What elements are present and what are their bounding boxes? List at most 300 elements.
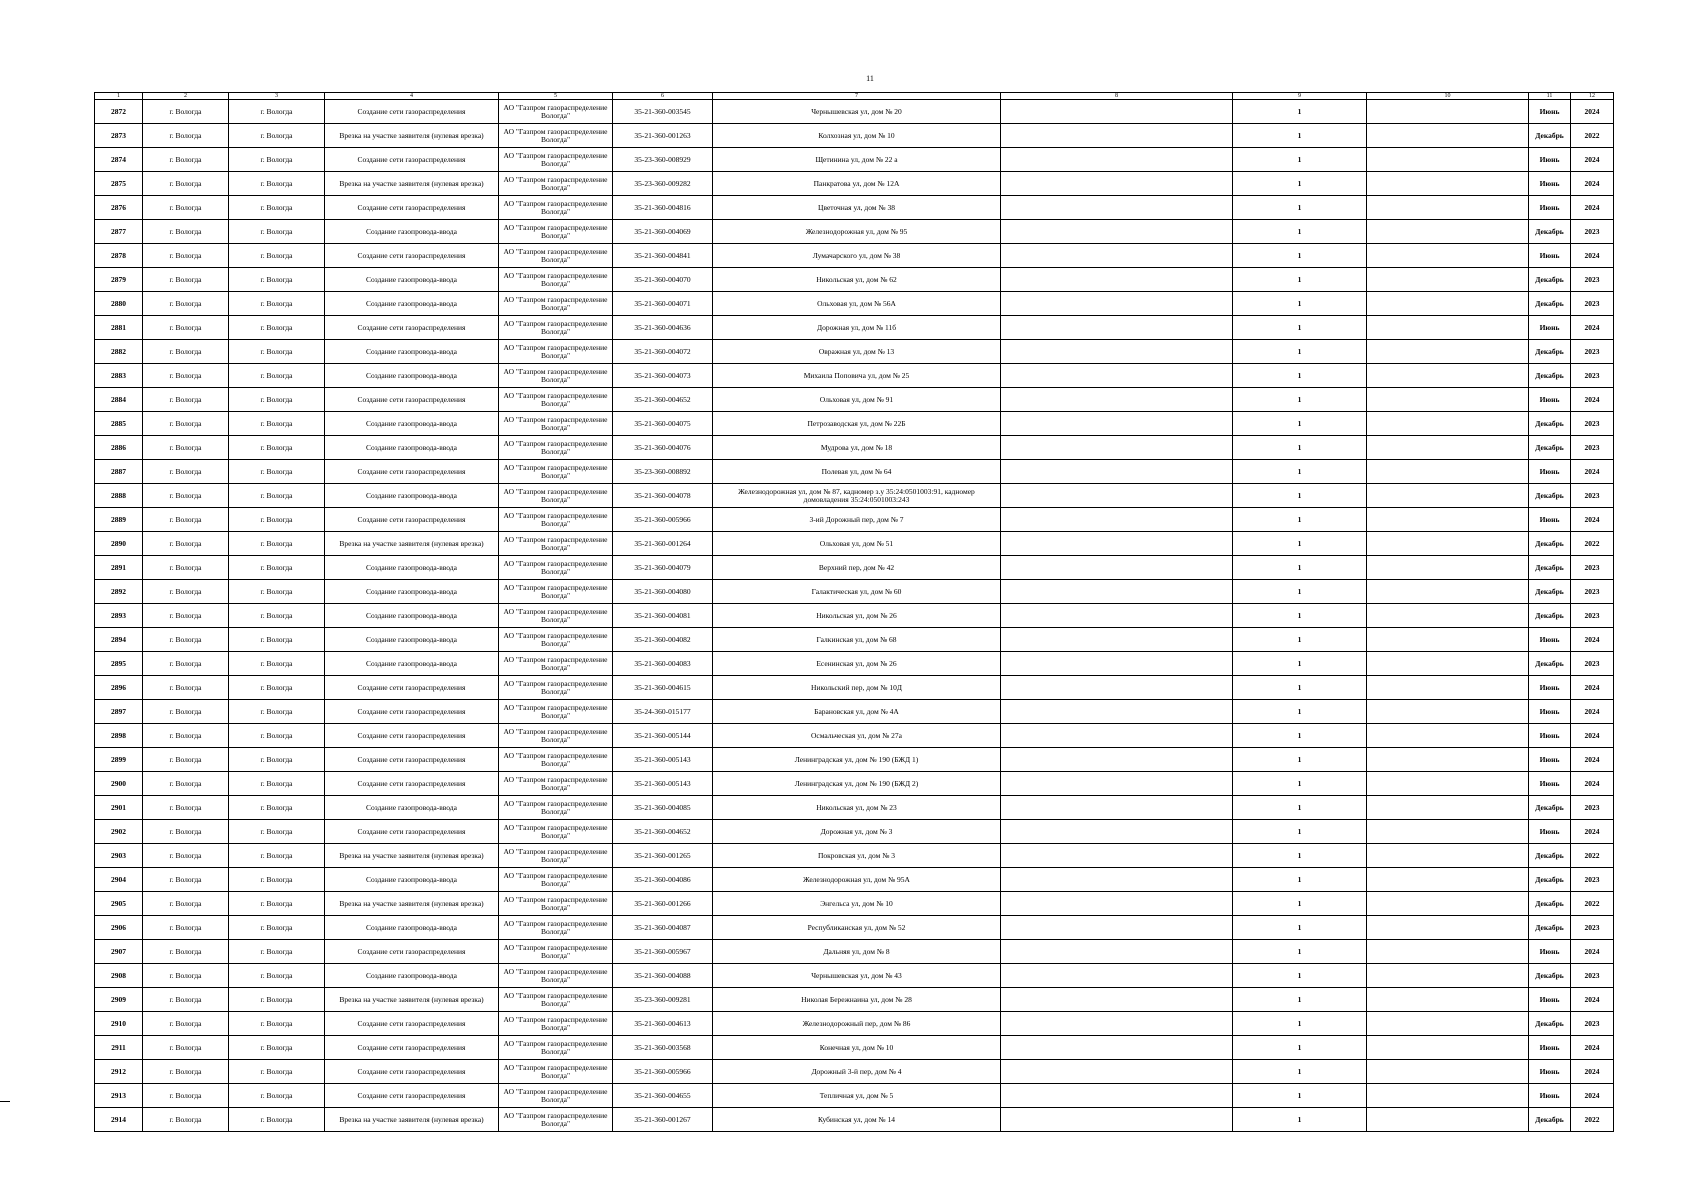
column-10-cell bbox=[1367, 508, 1529, 532]
year-cell: 2024 bbox=[1571, 460, 1614, 484]
column-10-cell bbox=[1367, 700, 1529, 724]
work-type-cell: Создание газопровода-ввода bbox=[325, 340, 499, 364]
municipality-cell: г. Вологда bbox=[143, 340, 229, 364]
row-number-cell: 2878 bbox=[95, 244, 143, 268]
settlement-cell: г. Вологда bbox=[229, 172, 325, 196]
application-number-cell: 35-21-360-005143 bbox=[613, 772, 713, 796]
address-cell: Мудрова ул, дом № 18 bbox=[713, 436, 1001, 460]
column-8-cell bbox=[1001, 460, 1233, 484]
organization-cell: АО "Газпром газораспределение Вологда" bbox=[499, 292, 613, 316]
table-row bbox=[95, 556, 1614, 580]
municipality-cell: г. Вологда bbox=[143, 460, 229, 484]
settlement-cell: г. Вологда bbox=[229, 676, 325, 700]
table-row bbox=[95, 268, 1614, 292]
work-type-cell: Создание сети газораспределения bbox=[325, 1036, 499, 1060]
organization-cell: АО "Газпром газораспределение Вологда" bbox=[499, 940, 613, 964]
year-cell: 2024 bbox=[1571, 100, 1614, 124]
municipality-cell: г. Вологда bbox=[143, 748, 229, 772]
application-number-cell: 35-21-360-005967 bbox=[613, 940, 713, 964]
organization-cell: АО "Газпром газораспределение Вологда" bbox=[499, 148, 613, 172]
address-cell: Никольская ул, дом № 26 bbox=[713, 604, 1001, 628]
settlement-cell: г. Вологда bbox=[229, 100, 325, 124]
municipality-cell: г. Вологда bbox=[143, 604, 229, 628]
month-cell: Июнь bbox=[1529, 1036, 1571, 1060]
table-row bbox=[95, 628, 1614, 652]
organization-cell: АО "Газпром газораспределение Вологда" bbox=[499, 460, 613, 484]
municipality-cell: г. Вологда bbox=[143, 148, 229, 172]
application-number-cell: 35-21-360-004075 bbox=[613, 412, 713, 436]
column-header-1: 1 bbox=[95, 93, 143, 100]
column-8-cell bbox=[1001, 292, 1233, 316]
quantity-cell: 1 bbox=[1233, 220, 1367, 244]
work-type-cell: Врезка на участке заявителя (нулевая врезка) bbox=[325, 892, 499, 916]
settlement-cell: г. Вологда bbox=[229, 628, 325, 652]
organization-cell: АО "Газпром газораспределение Вологда" bbox=[499, 580, 613, 604]
column-10-cell bbox=[1367, 484, 1529, 508]
address-cell: Железнодорожная ул, дом № 95 bbox=[713, 220, 1001, 244]
quantity-cell: 1 bbox=[1233, 484, 1367, 508]
row-number-cell: 2875 bbox=[95, 172, 143, 196]
application-number-cell: 35-21-360-004072 bbox=[613, 340, 713, 364]
quantity-cell: 1 bbox=[1233, 340, 1367, 364]
row-number-cell: 2893 bbox=[95, 604, 143, 628]
month-cell: Июнь bbox=[1529, 988, 1571, 1012]
column-8-cell bbox=[1001, 796, 1233, 820]
row-number-cell: 2895 bbox=[95, 652, 143, 676]
year-cell: 2022 bbox=[1571, 124, 1614, 148]
settlement-cell: г. Вологда bbox=[229, 820, 325, 844]
quantity-cell: 1 bbox=[1233, 436, 1367, 460]
year-cell: 2023 bbox=[1571, 604, 1614, 628]
organization-cell: АО "Газпром газораспределение Вологда" bbox=[499, 316, 613, 340]
address-cell: Колхозная ул, дом № 10 bbox=[713, 124, 1001, 148]
column-8-cell bbox=[1001, 748, 1233, 772]
municipality-cell: г. Вологда bbox=[143, 316, 229, 340]
address-cell: Петрозаводская ул, дом № 22Б bbox=[713, 412, 1001, 436]
settlement-cell: г. Вологда bbox=[229, 1108, 325, 1132]
month-cell: Декабрь bbox=[1529, 652, 1571, 676]
column-10-cell bbox=[1367, 892, 1529, 916]
work-type-cell: Создание газопровода-ввода bbox=[325, 484, 499, 508]
settlement-cell: г. Вологда bbox=[229, 964, 325, 988]
application-number-cell: 35-21-360-004615 bbox=[613, 676, 713, 700]
month-cell: Июнь bbox=[1529, 460, 1571, 484]
settlement-cell: г. Вологда bbox=[229, 700, 325, 724]
registry-table bbox=[94, 92, 1614, 1132]
row-number-cell: 2901 bbox=[95, 796, 143, 820]
column-8-cell bbox=[1001, 244, 1233, 268]
month-cell: Декабрь bbox=[1529, 892, 1571, 916]
address-cell: Ленинградская ул, дом № 190 (БЖД 2) bbox=[713, 772, 1001, 796]
work-type-cell: Создание сети газораспределения bbox=[325, 196, 499, 220]
year-cell: 2024 bbox=[1571, 196, 1614, 220]
row-number-cell: 2891 bbox=[95, 556, 143, 580]
year-cell: 2024 bbox=[1571, 940, 1614, 964]
column-8-cell bbox=[1001, 196, 1233, 220]
month-cell: Июнь bbox=[1529, 820, 1571, 844]
application-number-cell: 35-21-360-004655 bbox=[613, 1084, 713, 1108]
month-cell: Июнь bbox=[1529, 1060, 1571, 1084]
month-cell: Июнь bbox=[1529, 700, 1571, 724]
address-cell: Верхний пер, дом № 42 bbox=[713, 556, 1001, 580]
address-cell: Осмальческая ул, дом № 27а bbox=[713, 724, 1001, 748]
year-cell: 2024 bbox=[1571, 748, 1614, 772]
organization-cell: АО "Газпром газораспределение Вологда" bbox=[499, 964, 613, 988]
municipality-cell: г. Вологда bbox=[143, 916, 229, 940]
table-row bbox=[95, 1012, 1614, 1036]
column-10-cell bbox=[1367, 100, 1529, 124]
row-number-cell: 2888 bbox=[95, 484, 143, 508]
year-cell: 2023 bbox=[1571, 436, 1614, 460]
address-cell: Никольская ул, дом № 62 bbox=[713, 268, 1001, 292]
column-header-5: 5 bbox=[499, 93, 613, 100]
row-number-cell: 2874 bbox=[95, 148, 143, 172]
column-header-10: 10 bbox=[1367, 93, 1529, 100]
table-row bbox=[95, 508, 1614, 532]
column-8-cell bbox=[1001, 1012, 1233, 1036]
table-row bbox=[95, 580, 1614, 604]
quantity-cell: 1 bbox=[1233, 724, 1367, 748]
organization-cell: АО "Газпром газораспределение Вологда" bbox=[499, 124, 613, 148]
work-type-cell: Создание сети газораспределения bbox=[325, 460, 499, 484]
settlement-cell: г. Вологда bbox=[229, 604, 325, 628]
column-8-cell bbox=[1001, 100, 1233, 124]
column-8-cell bbox=[1001, 916, 1233, 940]
row-number-cell: 2872 bbox=[95, 100, 143, 124]
settlement-cell: г. Вологда bbox=[229, 748, 325, 772]
table-row bbox=[95, 1036, 1614, 1060]
row-number-cell: 2913 bbox=[95, 1084, 143, 1108]
quantity-cell: 1 bbox=[1233, 916, 1367, 940]
month-cell: Декабрь bbox=[1529, 532, 1571, 556]
application-number-cell: 35-23-360-008929 bbox=[613, 148, 713, 172]
row-number-cell: 2887 bbox=[95, 460, 143, 484]
year-cell: 2022 bbox=[1571, 532, 1614, 556]
column-8-cell bbox=[1001, 316, 1233, 340]
settlement-cell: г. Вологда bbox=[229, 148, 325, 172]
column-8-cell bbox=[1001, 1060, 1233, 1084]
application-number-cell: 35-21-360-004088 bbox=[613, 964, 713, 988]
quantity-cell: 1 bbox=[1233, 388, 1367, 412]
municipality-cell: г. Вологда bbox=[143, 1108, 229, 1132]
organization-cell: АО "Газпром газораспределение Вологда" bbox=[499, 1060, 613, 1084]
address-cell: Николая Бережнаина ул, дом № 28 bbox=[713, 988, 1001, 1012]
year-cell: 2024 bbox=[1571, 700, 1614, 724]
row-number-cell: 2897 bbox=[95, 700, 143, 724]
row-number-cell: 2881 bbox=[95, 316, 143, 340]
column-8-cell bbox=[1001, 940, 1233, 964]
column-10-cell bbox=[1367, 172, 1529, 196]
work-type-cell: Создание газопровода-ввода bbox=[325, 868, 499, 892]
row-number-cell: 2884 bbox=[95, 388, 143, 412]
year-cell: 2023 bbox=[1571, 412, 1614, 436]
organization-cell: АО "Газпром газораспределение Вологда" bbox=[499, 724, 613, 748]
month-cell: Декабрь bbox=[1529, 556, 1571, 580]
row-number-cell: 2890 bbox=[95, 532, 143, 556]
application-number-cell: 35-21-360-001263 bbox=[613, 124, 713, 148]
row-number-cell: 2876 bbox=[95, 196, 143, 220]
year-cell: 2024 bbox=[1571, 1060, 1614, 1084]
address-cell: Цветочная ул, дом № 38 bbox=[713, 196, 1001, 220]
year-cell: 2024 bbox=[1571, 388, 1614, 412]
column-8-cell bbox=[1001, 124, 1233, 148]
quantity-cell: 1 bbox=[1233, 124, 1367, 148]
year-cell: 2023 bbox=[1571, 916, 1614, 940]
organization-cell: АО "Газпром газораспределение Вологда" bbox=[499, 532, 613, 556]
year-cell: 2023 bbox=[1571, 652, 1614, 676]
quantity-cell: 1 bbox=[1233, 556, 1367, 580]
settlement-cell: г. Вологда bbox=[229, 1084, 325, 1108]
settlement-cell: г. Вологда bbox=[229, 556, 325, 580]
quantity-cell: 1 bbox=[1233, 172, 1367, 196]
municipality-cell: г. Вологда bbox=[143, 796, 229, 820]
column-8-cell bbox=[1001, 772, 1233, 796]
row-number-cell: 2873 bbox=[95, 124, 143, 148]
work-type-cell: Создание сети газораспределения bbox=[325, 820, 499, 844]
column-8-cell bbox=[1001, 532, 1233, 556]
work-type-cell: Создание газопровода-ввода bbox=[325, 292, 499, 316]
organization-cell: АО "Газпром газораспределение Вологда" bbox=[499, 100, 613, 124]
application-number-cell: 35-21-360-004071 bbox=[613, 292, 713, 316]
column-10-cell bbox=[1367, 1108, 1529, 1132]
work-type-cell: Создание сети газораспределения bbox=[325, 772, 499, 796]
quantity-cell: 1 bbox=[1233, 748, 1367, 772]
application-number-cell: 35-21-360-004082 bbox=[613, 628, 713, 652]
work-type-cell: Создание сети газораспределения bbox=[325, 244, 499, 268]
year-cell: 2024 bbox=[1571, 676, 1614, 700]
table-row bbox=[95, 388, 1614, 412]
column-8-cell bbox=[1001, 388, 1233, 412]
table-row bbox=[95, 484, 1614, 508]
quantity-cell: 1 bbox=[1233, 772, 1367, 796]
settlement-cell: г. Вологда bbox=[229, 652, 325, 676]
month-cell: Декабрь bbox=[1529, 268, 1571, 292]
address-cell: Галкинская ул, дом № 68 bbox=[713, 628, 1001, 652]
table-body bbox=[95, 100, 1614, 1132]
column-10-cell bbox=[1367, 556, 1529, 580]
address-cell: Дорожная ул, дом № 3 bbox=[713, 820, 1001, 844]
year-cell: 2023 bbox=[1571, 868, 1614, 892]
column-10-cell bbox=[1367, 772, 1529, 796]
column-8-cell bbox=[1001, 556, 1233, 580]
application-number-cell: 35-21-360-003545 bbox=[613, 100, 713, 124]
work-type-cell: Создание газопровода-ввода bbox=[325, 604, 499, 628]
row-number-cell: 2879 bbox=[95, 268, 143, 292]
year-cell: 2024 bbox=[1571, 508, 1614, 532]
column-8-cell bbox=[1001, 1108, 1233, 1132]
municipality-cell: г. Вологда bbox=[143, 388, 229, 412]
municipality-cell: г. Вологда bbox=[143, 532, 229, 556]
column-10-cell bbox=[1367, 1012, 1529, 1036]
year-cell: 2023 bbox=[1571, 556, 1614, 580]
year-cell: 2024 bbox=[1571, 1036, 1614, 1060]
margin-mark bbox=[0, 1101, 10, 1102]
application-number-cell: 35-23-360-008892 bbox=[613, 460, 713, 484]
organization-cell: АО "Газпром газораспределение Вологда" bbox=[499, 340, 613, 364]
quantity-cell: 1 bbox=[1233, 652, 1367, 676]
table-row bbox=[95, 1108, 1614, 1132]
work-type-cell: Создание газопровода-ввода bbox=[325, 556, 499, 580]
address-cell: Ольховая ул, дом № 56А bbox=[713, 292, 1001, 316]
settlement-cell: г. Вологда bbox=[229, 292, 325, 316]
organization-cell: АО "Газпром газораспределение Вологда" bbox=[499, 556, 613, 580]
month-cell: Июнь bbox=[1529, 1084, 1571, 1108]
address-cell: Панкратова ул, дом № 12А bbox=[713, 172, 1001, 196]
quantity-cell: 1 bbox=[1233, 196, 1367, 220]
year-cell: 2024 bbox=[1571, 244, 1614, 268]
year-cell: 2024 bbox=[1571, 1084, 1614, 1108]
quantity-cell: 1 bbox=[1233, 532, 1367, 556]
quantity-cell: 1 bbox=[1233, 964, 1367, 988]
work-type-cell: Создание сети газораспределения bbox=[325, 508, 499, 532]
application-number-cell: 35-21-360-004087 bbox=[613, 916, 713, 940]
table-row bbox=[95, 148, 1614, 172]
municipality-cell: г. Вологда bbox=[143, 484, 229, 508]
organization-cell: АО "Газпром газораспределение Вологда" bbox=[499, 268, 613, 292]
column-10-cell bbox=[1367, 340, 1529, 364]
organization-cell: АО "Газпром газораспределение Вологда" bbox=[499, 676, 613, 700]
month-cell: Декабрь bbox=[1529, 796, 1571, 820]
quantity-cell: 1 bbox=[1233, 268, 1367, 292]
year-cell: 2023 bbox=[1571, 964, 1614, 988]
settlement-cell: г. Вологда bbox=[229, 388, 325, 412]
quantity-cell: 1 bbox=[1233, 580, 1367, 604]
quantity-cell: 1 bbox=[1233, 460, 1367, 484]
column-8-cell bbox=[1001, 700, 1233, 724]
month-cell: Декабрь bbox=[1529, 580, 1571, 604]
address-cell: Тепличная ул, дом № 5 bbox=[713, 1084, 1001, 1108]
settlement-cell: г. Вологда bbox=[229, 724, 325, 748]
column-10-cell bbox=[1367, 796, 1529, 820]
application-number-cell: 35-21-360-004083 bbox=[613, 652, 713, 676]
column-10-cell bbox=[1367, 364, 1529, 388]
month-cell: Декабрь bbox=[1529, 916, 1571, 940]
month-cell: Июнь bbox=[1529, 508, 1571, 532]
work-type-cell: Создание газопровода-ввода bbox=[325, 412, 499, 436]
work-type-cell: Создание сети газораспределения bbox=[325, 388, 499, 412]
municipality-cell: г. Вологда bbox=[143, 892, 229, 916]
column-8-cell bbox=[1001, 964, 1233, 988]
year-cell: 2023 bbox=[1571, 796, 1614, 820]
column-10-cell bbox=[1367, 1036, 1529, 1060]
table-row bbox=[95, 964, 1614, 988]
work-type-cell: Создание сети газораспределения bbox=[325, 1012, 499, 1036]
row-number-cell: 2877 bbox=[95, 220, 143, 244]
month-cell: Декабрь bbox=[1529, 340, 1571, 364]
work-type-cell: Создание газопровода-ввода bbox=[325, 364, 499, 388]
year-cell: 2023 bbox=[1571, 220, 1614, 244]
address-cell: Чернышевская ул, дом № 43 bbox=[713, 964, 1001, 988]
settlement-cell: г. Вологда bbox=[229, 844, 325, 868]
municipality-cell: г. Вологда bbox=[143, 364, 229, 388]
row-number-cell: 2903 bbox=[95, 844, 143, 868]
organization-cell: АО "Газпром газораспределение Вологда" bbox=[499, 748, 613, 772]
table-row bbox=[95, 196, 1614, 220]
table-row bbox=[95, 124, 1614, 148]
row-number-cell: 2905 bbox=[95, 892, 143, 916]
quantity-cell: 1 bbox=[1233, 1012, 1367, 1036]
row-number-cell: 2896 bbox=[95, 676, 143, 700]
quantity-cell: 1 bbox=[1233, 892, 1367, 916]
address-cell: Ольховая ул, дом № 91 bbox=[713, 388, 1001, 412]
column-10-cell bbox=[1367, 268, 1529, 292]
month-cell: Декабрь bbox=[1529, 1108, 1571, 1132]
application-number-cell: 35-21-360-004816 bbox=[613, 196, 713, 220]
municipality-cell: г. Вологда bbox=[143, 868, 229, 892]
table-row bbox=[95, 868, 1614, 892]
work-type-cell: Создание сети газораспределения bbox=[325, 724, 499, 748]
column-10-cell bbox=[1367, 436, 1529, 460]
table-header bbox=[95, 93, 1614, 100]
organization-cell: АО "Газпром газораспределение Вологда" bbox=[499, 1084, 613, 1108]
municipality-cell: г. Вологда bbox=[143, 940, 229, 964]
row-number-cell: 2880 bbox=[95, 292, 143, 316]
column-8-cell bbox=[1001, 364, 1233, 388]
column-10-cell bbox=[1367, 868, 1529, 892]
table-row bbox=[95, 1060, 1614, 1084]
municipality-cell: г. Вологда bbox=[143, 1060, 229, 1084]
month-cell: Июнь bbox=[1529, 772, 1571, 796]
month-cell: Декабрь bbox=[1529, 412, 1571, 436]
organization-cell: АО "Газпром газораспределение Вологда" bbox=[499, 868, 613, 892]
row-number-cell: 2907 bbox=[95, 940, 143, 964]
work-type-cell: Создание сети газораспределения bbox=[325, 700, 499, 724]
table-row bbox=[95, 916, 1614, 940]
organization-cell: АО "Газпром газораспределение Вологда" bbox=[499, 436, 613, 460]
work-type-cell: Создание газопровода-ввода bbox=[325, 220, 499, 244]
column-8-cell bbox=[1001, 892, 1233, 916]
year-cell: 2024 bbox=[1571, 820, 1614, 844]
column-8-cell bbox=[1001, 988, 1233, 1012]
address-cell: Никольский пер, дом № 10Д bbox=[713, 676, 1001, 700]
municipality-cell: г. Вологда bbox=[143, 220, 229, 244]
quantity-cell: 1 bbox=[1233, 820, 1367, 844]
organization-cell: АО "Газпром газораспределение Вологда" bbox=[499, 604, 613, 628]
month-cell: Июнь bbox=[1529, 196, 1571, 220]
settlement-cell: г. Вологда bbox=[229, 916, 325, 940]
month-cell: Декабрь bbox=[1529, 292, 1571, 316]
organization-cell: АО "Газпром газораспределение Вологда" bbox=[499, 364, 613, 388]
settlement-cell: г. Вологда bbox=[229, 196, 325, 220]
row-number-cell: 2902 bbox=[95, 820, 143, 844]
address-cell: Барановская ул, дом № 4А bbox=[713, 700, 1001, 724]
municipality-cell: г. Вологда bbox=[143, 436, 229, 460]
quantity-cell: 1 bbox=[1233, 868, 1367, 892]
address-cell: Покровская ул, дом № 3 bbox=[713, 844, 1001, 868]
settlement-cell: г. Вологда bbox=[229, 508, 325, 532]
month-cell: Декабрь bbox=[1529, 1012, 1571, 1036]
municipality-cell: г. Вологда bbox=[143, 580, 229, 604]
organization-cell: АО "Газпром газораспределение Вологда" bbox=[499, 244, 613, 268]
column-10-cell bbox=[1367, 292, 1529, 316]
work-type-cell: Создание сети газораспределения bbox=[325, 1084, 499, 1108]
column-8-cell bbox=[1001, 628, 1233, 652]
table-row bbox=[95, 724, 1614, 748]
organization-cell: АО "Газпром газораспределение Вологда" bbox=[499, 172, 613, 196]
organization-cell: АО "Газпром газораспределение Вологда" bbox=[499, 484, 613, 508]
organization-cell: АО "Газпром газораспределение Вологда" bbox=[499, 412, 613, 436]
column-8-cell bbox=[1001, 484, 1233, 508]
quantity-cell: 1 bbox=[1233, 628, 1367, 652]
settlement-cell: г. Вологда bbox=[229, 1060, 325, 1084]
municipality-cell: г. Вологда bbox=[143, 964, 229, 988]
row-number-cell: 2908 bbox=[95, 964, 143, 988]
year-cell: 2024 bbox=[1571, 316, 1614, 340]
column-8-cell bbox=[1001, 508, 1233, 532]
quantity-cell: 1 bbox=[1233, 412, 1367, 436]
table-row bbox=[95, 748, 1614, 772]
column-10-cell bbox=[1367, 316, 1529, 340]
